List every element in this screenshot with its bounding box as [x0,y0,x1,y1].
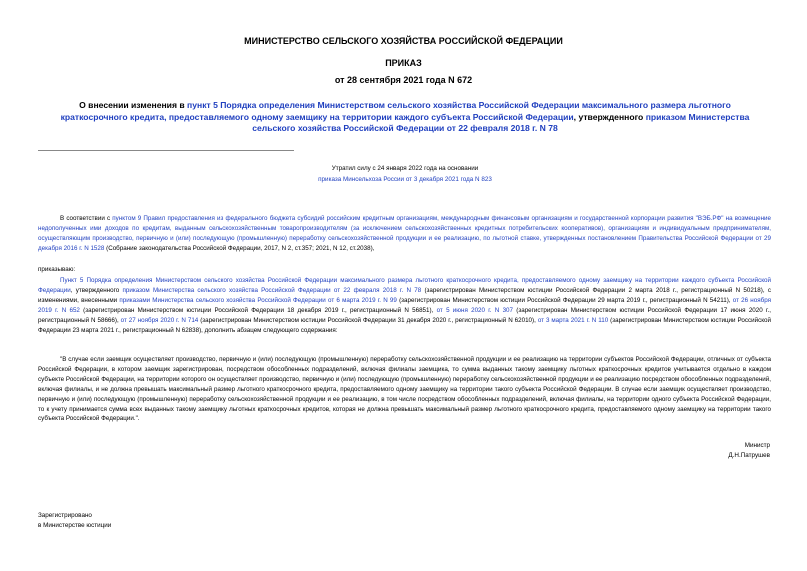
amend-link-order714[interactable]: от 27 ноября 2020 г. N 714 [120,316,199,324]
amend-link-order307[interactable]: от 5 июня 2020 г. N 307 [436,306,513,314]
basis-text-2: (Собрание законодательства Российской Федерации, 2017, N 2, ст.357; 2021, N 12, ст.2038), [104,244,375,252]
amend-link-order110[interactable]: от 3 марта 2021 г. N 110 [537,316,609,324]
lost-force-link[interactable]: приказа Минсельхоза России от 3 декабря 2021 года N 823 [318,175,492,183]
amend-text-3: (зарегистрирован Министерством юстиции Российской Федерации 29 марта 2019 г., регистрационный N 54211), [396,296,733,304]
amend-link-order78[interactable]: приказом Министерства сельского хозяйства Российской Федерации от 22 февраля 2018 г. N 78 [122,286,422,294]
title-prefix: О внесении изменения в [79,100,188,110]
lost-force-text: Утратил силу с 24 января 2022 года на основании [331,165,479,172]
paragraph-basis [38,214,771,254]
signature-block [660,441,770,461]
amend-text-7: (зарегистрирован Министерством юстиции Российской Федерации 23 марта 2021 г., регистрационный N 62838), дополнить абзацем следующего содержания: [38,316,771,334]
paragraph-amendment [38,276,771,335]
title-link-procedure[interactable]: пункт 5 Порядка определения Министерством сельского хозяйства Российской Федерации максимального размера льготного краткосрочного кредита, предоставляемого одному заемщику на территории каждого субъекта Российской Федерации [60,100,731,122]
ministry-heading: МИНИСТЕРСТВО СЕЛЬСКОГО ХОЗЯЙСТВА РОССИЙСКОЙ ФЕДЕРАЦИИ [244,36,563,46]
doc-date-number: от 28 сентября 2021 года N 672 [334,75,473,85]
amend-text-2: (зарегистрирован Министерством юстиции Российской Федерации 2 марта 2018 г., регистрационный N 50218), с изменениями, внесенными [38,286,771,304]
lost-force-note [300,164,510,185]
title-middle: , утвержденного [573,111,646,122]
amend-link-order99[interactable]: приказами Министерства сельского хозяйства Российской Федерации от 6 марта 2019 г. N 99 [119,296,397,304]
amend-text-6: (зарегистрирован Министерством юстиции Российской Федерации 31 декабря 2020 г., регистрационный N 62010), [198,316,538,324]
signature-name: Д.Н.Патрушев [728,452,770,459]
signature-position: Министр [744,442,770,449]
registration-note [38,511,198,532]
basis-text-1: В соответствии с [60,215,113,222]
divider [38,150,294,151]
paragraph-order: приказываю: [38,266,76,273]
registration-line-1: Зарегистрировано [38,512,92,519]
amend-text-1: , утвержденного [70,286,123,294]
amend-link-order652[interactable]: от 26 ноября 2019 г. N 652 [38,296,771,314]
registration-line-2: в Министерстве юстиции [38,522,112,530]
doc-type-heading: ПРИКАЗ [385,58,422,68]
amend-text-5: (зарегистрирован Министерством юстиции Российской Федерации 17 июня 2020 г., регистрационный N 58666), [38,306,771,324]
paragraph-new-text: "В случае если заемщик осуществляет производство, первичную и (или) последующую (промышленную) переработку сельскохозяйственной продукции и ее реализацию на территории субъектов Российской Федерации, отличных от субъекта Российской Федерации, в котором заемщик зарегистрирован, посредством обособленных подразделений, включая филиалы заемщика, то сумма выданных такому заемщику льготных краткосрочных кредитов учитывается отдельно в каждом субъекте Российской Федерации, на территории которого он осуществляет производство, первичную и (или) последующую (промышленную) переработку сельскохозяйственной продукции и ее реализацию посредством обособленных подразделений, включая филиалы, и не должна превышать максимальный размер льготного краткосрочного кредита, предоставляемого одному заемщику на территории такого субъекта Российской Федерации. В случае если заемщик осуществляет производство, первичную и (или) последующую (промышленную) переработку сельскохозяйственной продукции и ее реализацию, в том числе посредством обособленных подразделений, включая филиалы, на территории одного субъекта Российской Федерации, то к учету принимается сумма всех выданных такому заемщику льготных краткосрочных кредитов, которая не должна превышать максимальный размер льготного краткосрочного кредита, предоставляемого одному заемщику на территории такого субъекта Российской Федерации.". [38,356,771,423]
amend-link-point5[interactable]: Пункт 5 Порядка определения Министерством сельского хозяйства Российской Федерации максимального размера льготного краткосрочного кредита, предоставляемого одному заемщику на территории каждого субъекта Российской Федерации [38,277,771,294]
basis-link-rules[interactable]: пунктом 9 Правил предоставления из федерального бюджета субсидий российским кредитным организациям, международным финансовым организациям и государственной корпорации развития "ВЭБ.РФ" на возмещение недополученных ими доходов по кредитам, выданным сельскохозяйственным товаропроизводителям (за исключением сельскохозяйственных кредитных потребительских кооперативов), организациям и индивидуальным предпринимателям, осуществляющим производство, первичную и (или) последующую (промышленную) переработку сельскохозяйственной продукции и ее реализацию, по льготной ставке, утвержденных постановлением Правительства Российской Федерации от 29 декабря 2016 г. N 1528 [38,215,771,252]
amend-text-4: (зарегистрирован Министерством юстиции Российской Федерации 18 декабря 2019 г., регистрационный N 56851), [79,306,437,314]
document-title [60,100,750,135]
title-link-order[interactable]: приказом Министерства сельского хозяйства Российской Федерации от 22 февраля 2018 г. N 78 [252,111,750,134]
